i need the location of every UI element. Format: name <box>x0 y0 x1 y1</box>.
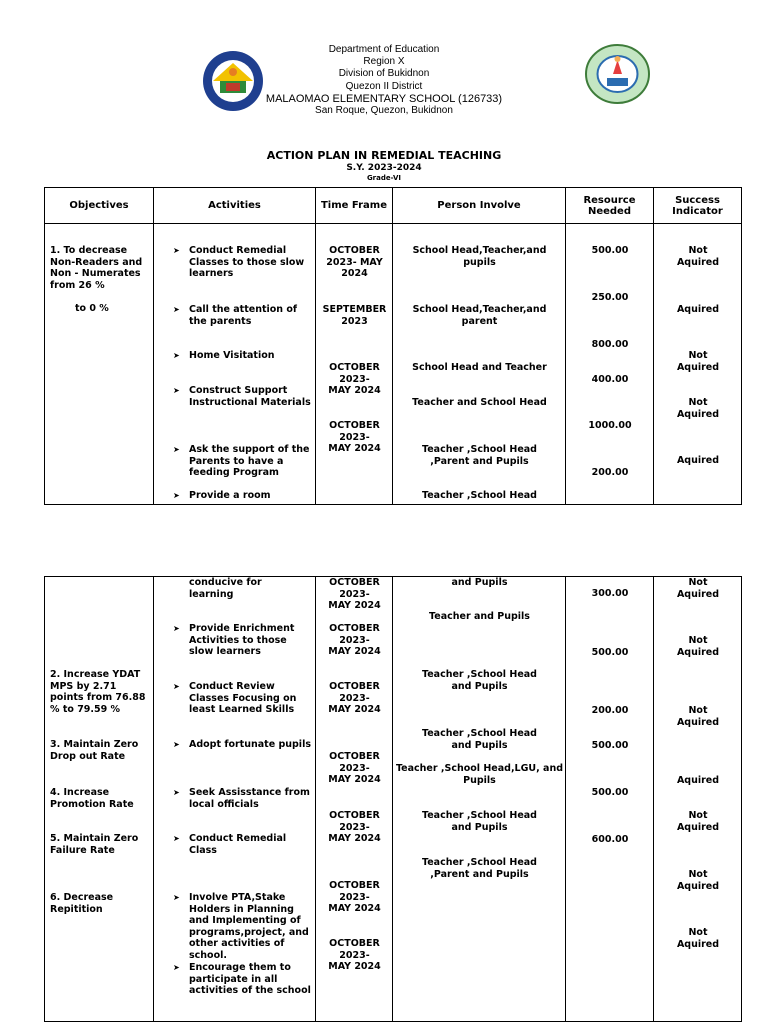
document-title-block <box>0 149 768 183</box>
objective-item: 2. Increase YDAT MPS by 2.71 points from 76.88 % to 79.59 % <box>50 669 146 715</box>
activity-item: ➤ Conduct Review Classes Focusing on least Learned Skills <box>173 681 314 716</box>
resource-item: 200.00 <box>591 467 629 478</box>
school-header <box>0 44 768 117</box>
person-item: Teacher ,School Head ,Parent and Pupils <box>422 857 537 880</box>
time-frame-item: OCTOBER 2023- MAY 2024 <box>328 623 381 658</box>
activity-item: ➤ Call the attention of the parents <box>173 304 314 327</box>
table-row <box>45 224 742 505</box>
header-resource-needed: Resource Needed <box>566 188 654 224</box>
time-frame-item: OCTOBER 2023- MAY 2024 <box>328 938 381 973</box>
person-item: Teacher and Pupils <box>429 611 530 622</box>
resource-item: 500.00 <box>591 647 629 658</box>
time-frame-item: OCTOBER 2023- MAY 2024 <box>328 751 381 786</box>
indicator-item: Not Aquired <box>676 350 720 373</box>
time-frame-item: OCTOBER 2023- MAY 2024 <box>328 880 381 915</box>
resource-item: 500.00 <box>591 245 629 256</box>
table-header-row <box>45 188 742 224</box>
division-name: Division of Bukidnon <box>338 68 430 80</box>
resource-item: 600.00 <box>591 834 629 845</box>
indicator-item: Aquired <box>676 775 720 786</box>
action-plan-table-page2 <box>44 576 742 1022</box>
person-item: Teacher ,School Head <box>422 490 537 501</box>
person-item: Teacher ,School Head,LGU, and Pupils <box>395 763 564 786</box>
district-name: Quezon II District <box>345 80 423 92</box>
resource-item: 500.00 <box>591 740 629 751</box>
header-success-indicator: Success Indicator <box>654 188 742 224</box>
resource-item: 800.00 <box>591 339 629 350</box>
indicator-item: Not Aquired <box>676 810 720 833</box>
activity-item: ➤ Ask the support of the Parents to have a feeding Program <box>173 444 314 479</box>
resource-item: 200.00 <box>591 705 629 716</box>
objective-item: 1. To decrease Non-Readers and Non - Numerates from 26 % <box>50 245 143 291</box>
person-item: Teacher ,School Head ,Parent and Pupils <box>422 444 537 467</box>
resource-item: 400.00 <box>591 374 629 385</box>
indicator-item: Not Aquired <box>676 397 720 420</box>
time-frame-item: OCTOBER 2023- MAY 2024 <box>328 577 381 612</box>
resource-item: 250.00 <box>591 292 629 303</box>
person-item: Teacher ,School Head and Pupils <box>422 728 537 751</box>
time-frame-item: OCTOBER 2023- MAY 2024 <box>328 681 381 716</box>
activity-item: ➤ Home Visitation <box>173 350 314 362</box>
header-time-frame: Time Frame <box>316 188 393 224</box>
person-item: School Head,Teacher,and parent <box>412 304 547 327</box>
header-objectives: Objectives <box>45 188 154 224</box>
indicator-item: Not Aquired <box>676 635 720 658</box>
department-name: Department of Education <box>328 44 440 55</box>
indicator-item: Not Aquired <box>676 577 720 600</box>
school-year: S.Y. 2023-2024 <box>346 163 422 173</box>
activity-item: ➤ Adopt fortunate pupils <box>173 739 314 751</box>
person-item: School Head and Teacher <box>412 362 547 373</box>
activity-item: ➤ Provide a room <box>173 490 314 502</box>
resource-item: 300.00 <box>591 588 629 599</box>
time-frame-item: OCTOBER 2023- MAY 2024 <box>326 245 383 280</box>
indicator-item: Not Aquired <box>676 869 720 892</box>
school-name: MALAOMAO ELEMENTARY SCHOOL (126733) <box>265 92 503 105</box>
activity-item: conducive for learning <box>189 577 262 600</box>
objective-item: 4. Increase Promotion Rate <box>50 787 134 810</box>
activity-item: ➤ Involve PTA,Stake Holders in Planning and Implementing of programs,project, and other activities of school. <box>173 892 314 962</box>
resource-item: 1000.00 <box>588 420 632 431</box>
school-address: San Roque, Quezon, Bukidnon <box>315 105 453 117</box>
activity-item: ➤ Encourage them to participate in all activities of the school <box>173 962 314 997</box>
objective-item: 6. Decrease Repitition <box>50 892 114 915</box>
person-item: Teacher and School Head <box>412 397 547 408</box>
table-row <box>45 577 742 1022</box>
person-item: Teacher ,School Head and Pupils <box>422 669 537 692</box>
time-frame-item: OCTOBER 2023- MAY 2024 <box>328 810 381 845</box>
person-item: School Head,Teacher,and pupils <box>412 245 547 268</box>
action-plan-table-page1 <box>44 187 742 505</box>
indicator-item: Not Aquired <box>676 245 720 268</box>
indicator-item: Aquired <box>676 304 720 315</box>
time-frame-item: SEPTEMBER 2023 <box>322 304 387 327</box>
header-person-involve: Person Involve <box>393 188 566 224</box>
person-item: Teacher ,School Head and Pupils <box>422 810 537 833</box>
activity-item: ➤ Conduct Remedial Classes to those slow learners <box>173 245 314 280</box>
indicator-item: Aquired <box>676 455 720 466</box>
indicator-item: Not Aquired <box>676 927 720 950</box>
region-name: Region X <box>363 56 405 68</box>
indicator-item: Not Aquired <box>676 705 720 728</box>
time-frame-item: OCTOBER 2023- MAY 2024 <box>328 362 381 397</box>
time-frame-item: OCTOBER 2023- MAY 2024 <box>328 420 381 455</box>
resource-item: 500.00 <box>591 787 629 798</box>
activity-item: ➤ Conduct Remedial Class <box>173 833 314 856</box>
objective-item: 3. Maintain Zero Drop out Rate <box>50 739 139 762</box>
objective-item: 5. Maintain Zero Failure Rate <box>50 833 139 856</box>
activity-item: ➤ Seek Assisstance from local officials <box>173 787 314 810</box>
activity-item: ➤ Provide Enrichment Activities to those slow learners <box>173 623 314 658</box>
person-item: and Pupils <box>451 577 508 588</box>
grade-level: Grade-VI <box>366 174 402 182</box>
activity-item: ➤ Construct Support Instructional Materials <box>173 385 314 408</box>
document-title: ACTION PLAN IN REMEDIAL TEACHING <box>266 149 502 162</box>
header-activities: Activities <box>154 188 316 224</box>
objective-item: to 0 % <box>75 303 109 314</box>
